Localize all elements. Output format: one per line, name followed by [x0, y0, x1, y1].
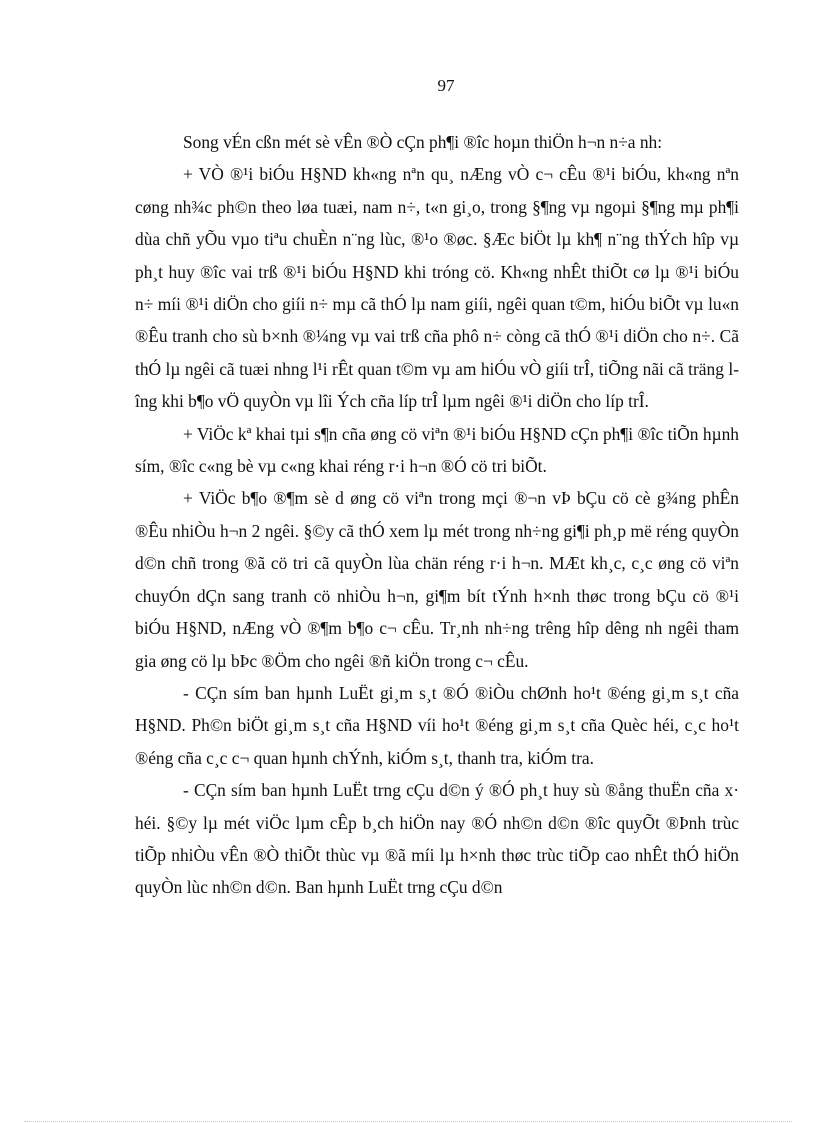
page-number: 97 — [437, 76, 455, 95]
document-body — [135, 126, 739, 904]
paragraph-referendum-law: - CÇn sím ban hµnh LuËt trng cÇu d©n ý ®Ó ph¸t huy sù ®ång thuËn cña x· héi. §©y lµ mét viÖc lµm cÊp b¸ch hiÖn nay ®Ó nh©n d©n ®îc quyÕt ®Þnh trùc tiÕp nhiÒu vÊn ®Ò thiÕt thùc vµ ®ã míi lµ h×nh thøc trùc tiÕp cao nhÊt thÓ hiÖn quyÒn lùc nh©n d©n. Ban hµnh LuËt trng cÇu d©n — [135, 780, 739, 898]
paragraph-candidate-surplus: + ViÖc b¶o ®¶m sè d øng cö viªn trong mçi ®¬n vÞ bÇu cö cè g¾ng phÊn ®Êu nhiÒu h¬n 2 ngêi. §©y cã thÓ xem lµ mét trong nh÷ng gi¶i ph¸p më réng quyÒn d©n chñ trong ®ã cö tri cã quyÒn lùa chän réng r·i h¬n. MÆt kh¸c, c¸c øng cö viªn chuyÓn dÇn sang tranh cö nhiÒu h¬n, gi¶m bít tÝnh h×nh thøc trong bÇu cö ®¹i biÓu H§ND, nÆng vÒ ®¶m b¶o c¬ cÊu. Tr¸nh nh÷ng trêng hîp dêng nh ngêi tham gia øng cö lµ bÞc ®Öm cho ngêi ®ñ kiÖn trong c¬ cÊu. — [135, 488, 739, 671]
paragraph-asset-declaration: + ViÖc kª khai tµi s¶n cña øng cö viªn ®¹i biÓu H§ND cÇn ph¶i ®îc tiÕn hµnh sím, ®îc c«ng bè vµ c«ng khai réng r·i h¬n ®Ó cö tri biÕt. — [135, 423, 739, 477]
paragraph-intro: Song vÉn cßn mét sè vÊn ®Ò cÇn ph¶i ®îc hoµn thiÖn h¬n n÷a nh: — [183, 132, 663, 152]
paragraph-supervision-law: - CÇn sím ban hµnh LuËt gi¸m s¸t ®Ó ®iÒu chØnh ho¹t ®éng gi¸m s¸t cña H§ND. Ph©n biÖt gi¸m s¸t cña H§ND víi ho¹t ®éng gi¸m s¸t cña Quèc héi, c¸c ho¹t ®éng cña c¸c c¬ quan hµnh chÝnh, kiÓm s¸t, thanh tra, kiÓm tra. — [135, 682, 739, 768]
page-bottom-divider — [24, 1121, 792, 1122]
paragraph-delegate-structure: + VÒ ®¹i biÓu H§ND kh«ng nªn qu¸ nÆng vÒ c¬ cÊu ®¹i biÓu, kh«ng nªn cøng nh¾c ph©n theo løa tuæi, nam n÷, t«n gi¸o, trong §¶ng vµ ngoµi §¶ng mµ ph¶i dùa chñ yÕu vµo tiªu chuÈn n¨ng lùc, ®¹o ®øc. §Æc biÖt lµ kh¶ n¨ng thÝch hîp vµ ph¸t huy ®îc vai trß ®¹i biÓu H§ND khi tróng cö. Kh«ng nhÊt thiÕt cø lµ ®¹i biÓu n÷ míi ®¹i diÖn cho giíi n÷ mµ cã thÓ lµ nam giíi, ngêi quan t©m, hiÓu biÕt vµ lu«n ®Êu tranh cho sù b×nh ®¼ng vµ vai trß cña phô n÷ còng cã thÓ ®¹i diÖn cho n÷. Cã thÓ lµ ngêi cã tuæi nhng l¹i rÊt quan t©m vµ am hiÓu vÒ giíi trÎ, tiÕng nãi cã träng lîng khi b¶o vÖ quyÒn vµ lîi Ých cña líp trÎ lµm ngêi ®¹i diÖn cho líp trÎ. — [135, 164, 739, 412]
